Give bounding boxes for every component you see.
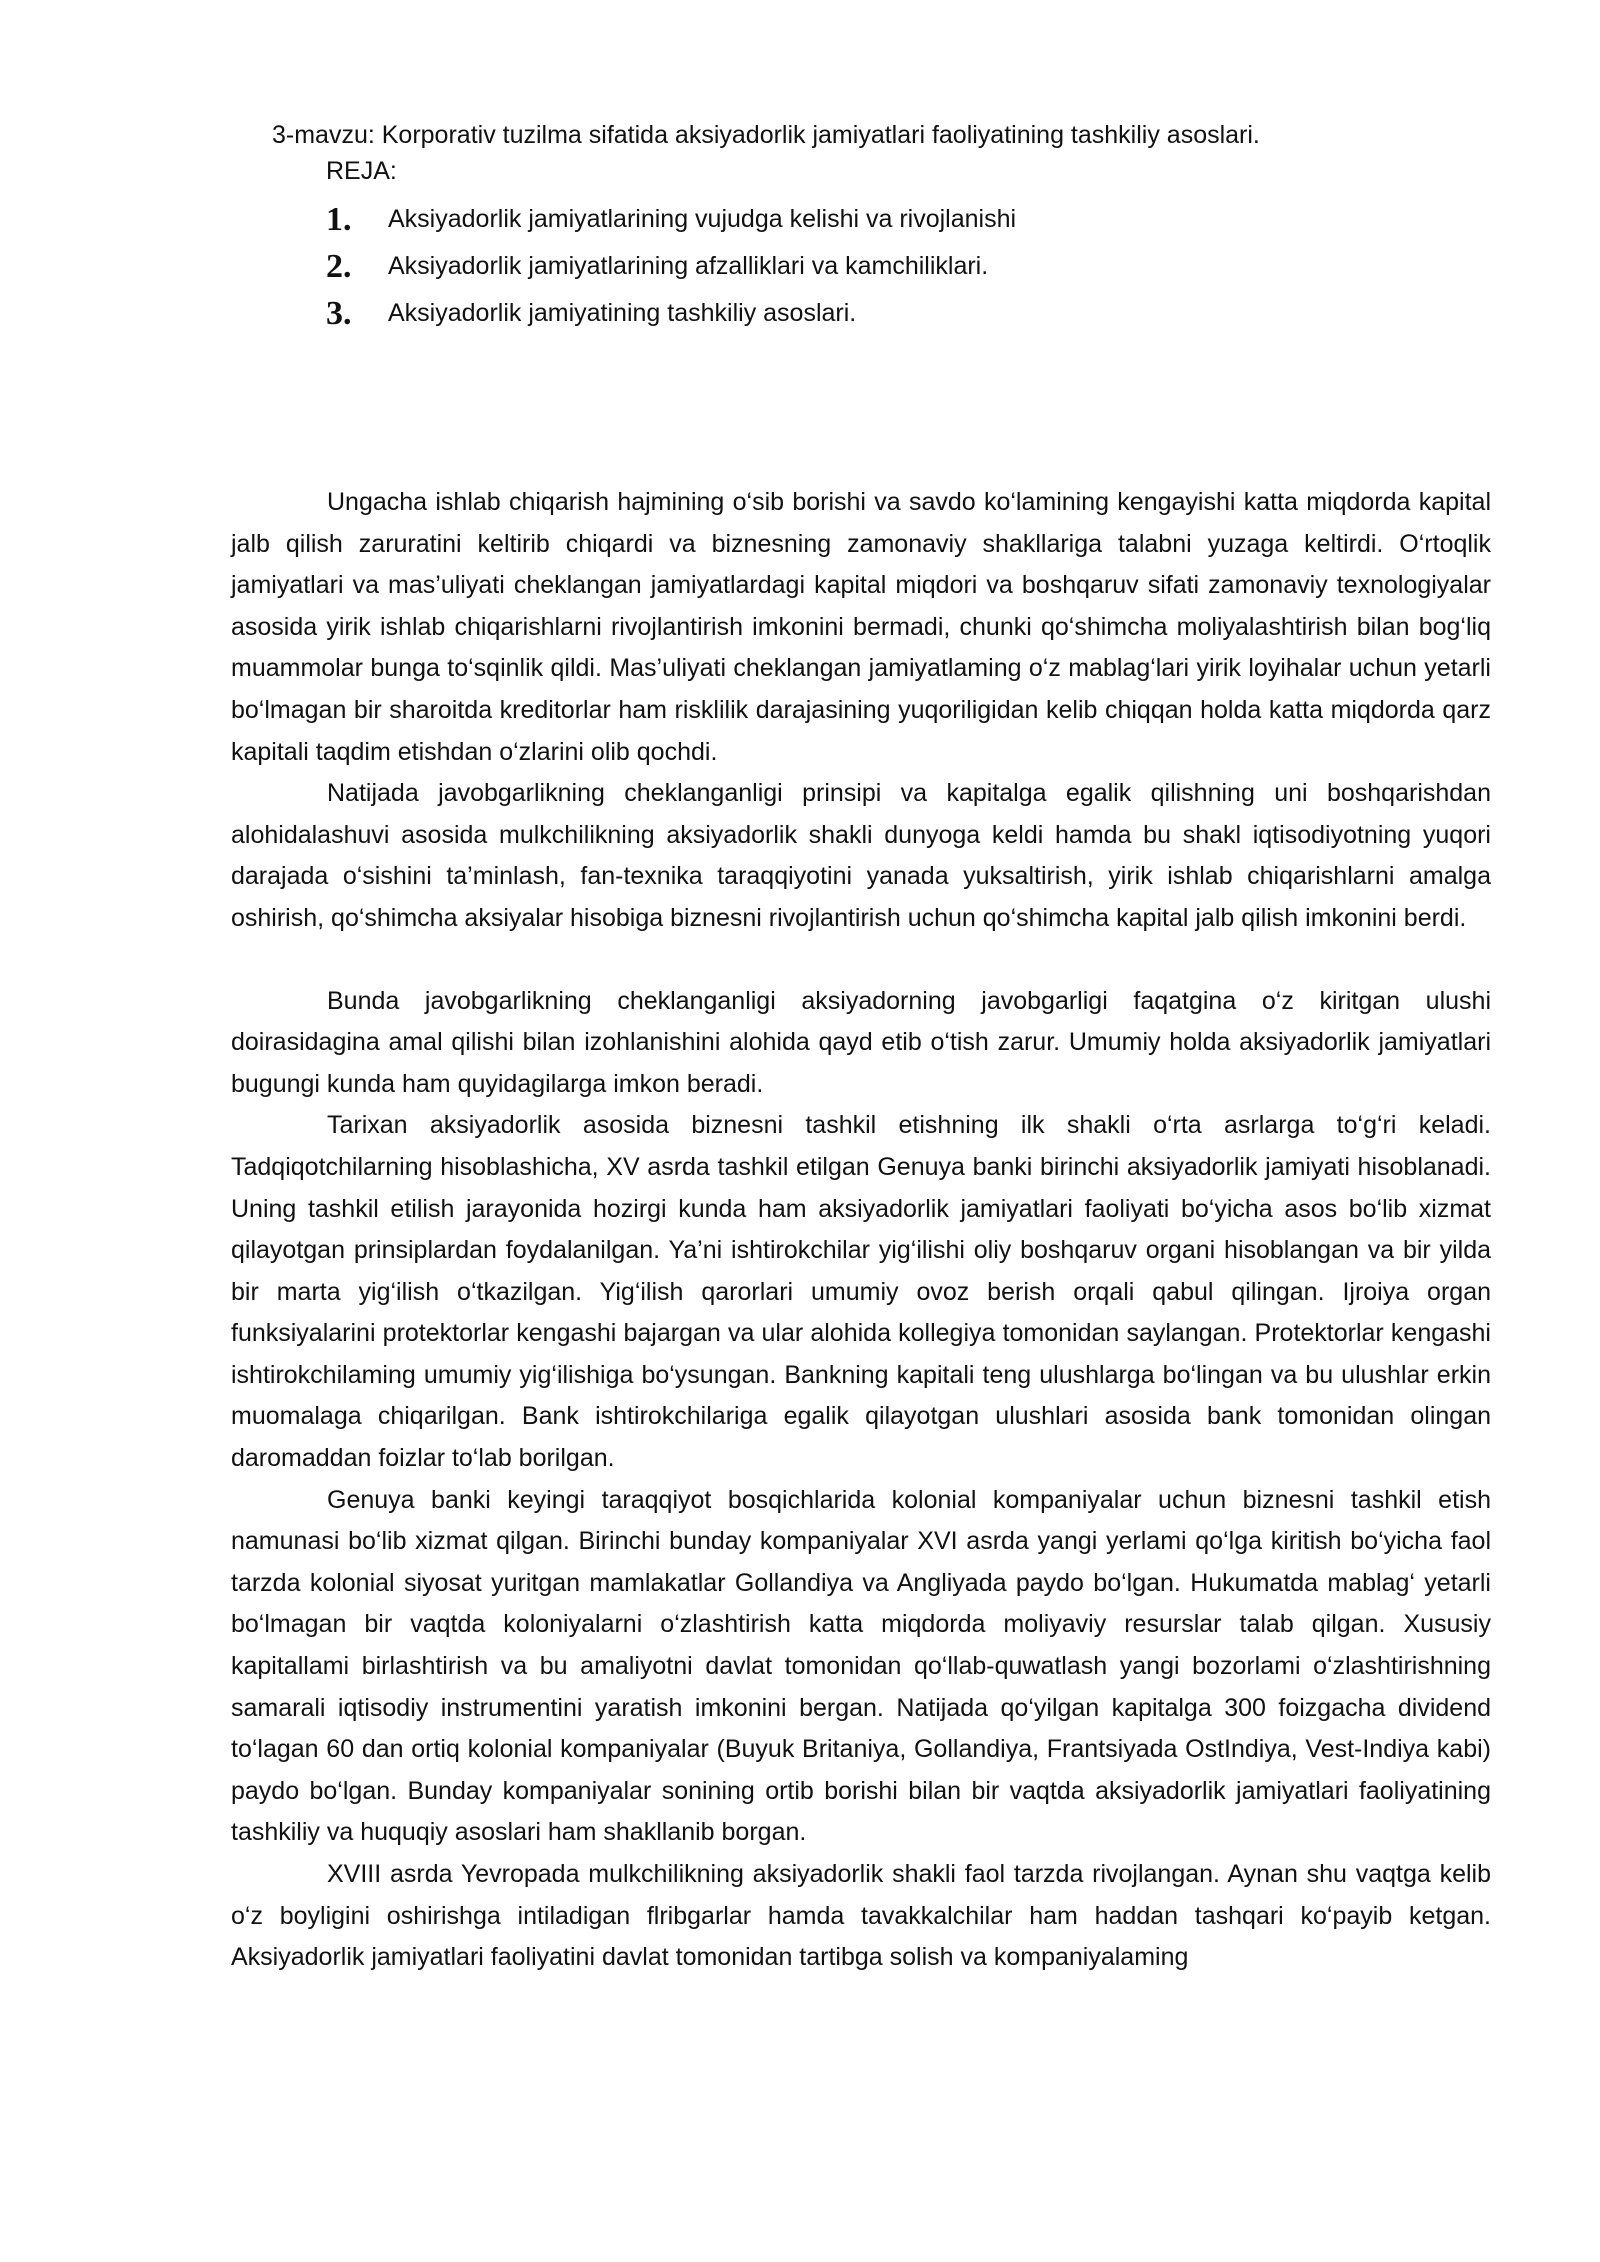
plan-item bbox=[326, 196, 1016, 243]
plan-item-text: Aksiyadorlik jamiyatlarining vujudga kelishi va rivojlanishi bbox=[388, 205, 1017, 233]
plan-item-number: 3. bbox=[326, 294, 352, 332]
body-paragraph: Natijada javobgarlikning cheklanganligi prinsipi va kapitalga egalik qilishning uni boshqarishdan alohidalashuvi asosida mulkchilikning aksiyadorlik shakli dunyoga keldi hamda bu shakl iqtisodiyotning yuqori darajada o‘sishini ta’minlash, fan-texnika taraqqiyotini yanada yuksaltirish, yirik ishlab chiqarishlarni amalga oshirish, qo‘shimcha aksiyalar hisobiga biznesni rivojlantirish uchun qo‘shimcha kapital jalb qilish imkonini berdi. bbox=[231, 779, 1491, 932]
body-paragraph: XVIII asrda Yevropada mulkchilikning aksiyadorlik shakli faol tarzda rivojlangan. Aynan shu vaqtga kelib o‘z boyligini oshirishga intiladigan flribgarlar hamda tavakkalchilar ham haddan tashqari ko‘payib ketgan. Aksiyadorlik jamiyatlari faoliyatini davlat tomonidan tartibga solish va kompaniyalaming bbox=[231, 1860, 1491, 1972]
plan-heading: REJA: bbox=[326, 157, 397, 185]
plan-item-number: 1. bbox=[326, 200, 352, 238]
topic-title: 3-mavzu: Korporativ tuzilma sifatida aksiyadorlik jamiyatlari faoliyatining tashkiliy asoslari. bbox=[272, 121, 1260, 149]
body-paragraph: Tarixan aksiyadorlik asosida biznesni tashkil etishning ilk shakli o‘rta asrlarga to‘g‘ri keladi. Tadqiqotchilarning hisoblashicha, XV asrda tashkil etilgan Genuya banki birinchi aksiyadorlik jamiyati hisoblanadi. Uning tashkil etilish jarayonida hozirgi kunda ham aksiyadorlik jamiyatlari faoliyati bo‘yicha asos bo‘lib xizmat qilayotgan prinsiplardan foydalanilgan. Ya’ni ishtirokchilar yig‘ilishi oliy boshqaruv organi hisoblangan va bir yilda bir marta yig‘ilish o‘tkazilgan. Yig‘ilish qarorlari umumiy ovoz berish orqali qabul qilingan. Ijroiya organ funksiyalarini protektorlar kengashi bajargan va ular alohida kollegiya tomonidan saylangan. Protektorlar kengashi ishtirokchilaming umumiy yig‘ilishiga bo‘ysungan. Bankning kapitali teng ulushlarga bo‘lingan va bu ulushlar erkin muomalaga chiqarilgan. Bank ishtirokchilariga egalik qilayotgan ulushlari asosida bank tomonidan olingan daromaddan foizlar to‘lab borilgan. bbox=[231, 1111, 1491, 1473]
plan-item bbox=[326, 290, 1016, 337]
body-paragraph: Ungacha ishlab chiqarish hajmining o‘sib borishi va savdo ko‘lamining kengayishi katta miqdorda kapital jalb qilish zaruratini keltirib chiqardi va biznesning zamonaviy shakllariga talabni yuzaga keltirdi. O‘rtoqlik jamiyatlari va mas’uliyati cheklangan jamiyatlardagi kapital miqdori va boshqaruv sifati zamonaviy texnologiyalar asosida yirik ishlab chiqarishlarni rivojlantirish imkonini bermadi, chunki qo‘shimcha moliyalashtirish bilan bog‘liq muammolar bunga to‘sqinlik qildi. Mas’uliyati cheklangan jamiyatlaming o‘z mablag‘lari yirik loyihalar uchun yetarli bo‘lmagan bir sharoitda kreditorlar ham risklilik darajasining yuqoriligidan kelib chiqqan holda katta miqdorda qarz kapitali taqdim etishdan o‘zlarini olib qochdi. bbox=[231, 488, 1491, 766]
body-paragraph: Bunda javobgarlikning cheklanganligi aksiyadorning javobgarligi faqatgina o‘z kiritgan ulushi doirasidagina amal qilishi bilan izohlanishini alohida qayd etib o‘tish zarur. Umumiy holda aksiyadorlik jamiyatlari bugungi kunda ham quyidagilarga imkon beradi. bbox=[231, 986, 1491, 1098]
document-body bbox=[231, 482, 1491, 1979]
plan-item-text: Aksiyadorlik jamiyatining tashkiliy asoslari. bbox=[388, 299, 857, 327]
plan-item-text: Aksiyadorlik jamiyatlarining afzalliklari va kamchiliklari. bbox=[388, 252, 989, 280]
plan-list bbox=[326, 196, 1016, 337]
body-paragraph: Genuya banki keyingi taraqqiyot bosqichlarida kolonial kompaniyalar uchun biznesni tashkil etish namunasi bo‘lib xizmat qilgan. Birinchi bunday kompaniyalar XVI asrda yangi yerlami qo‘lga kiritish bo‘yicha faol tarzda kolonial siyosat yuritgan mamlakatlar Gollandiya va Angliyada paydo bo‘lgan. Hukumatda mablag‘ yetarli bo‘lmagan bir vaqtda koloniyalarni o‘zlashtirish katta miqdorda moliyaviy resurslar talab qilgan. Xususiy kapitallami birlashtirish va bu amaliyotni davlat tomonidan qo‘llab-quwatlash yangi bozorlami o‘zlashtirishning samarali iqtisodiy instrumentini yaratish imkonini bergan. Natijada qo‘yilgan kapitalga 300 foizgacha dividend to‘lagan 60 dan ortiq kolonial kompaniyalar (Buyuk Britaniya, Gollandiya, Frantsiyada OstIndiya, Vest-Indiya kabi) paydo bo‘lgan. Bunday kompaniyalar sonining ortib borishi bilan bir vaqtda aksiyadorlik jamiyatlari faoliyatining tashkiliy va huquqiy asoslari ham shakllanib borgan. bbox=[231, 1485, 1491, 1847]
plan-item-number: 2. bbox=[326, 247, 352, 285]
plan-item bbox=[326, 243, 1016, 290]
